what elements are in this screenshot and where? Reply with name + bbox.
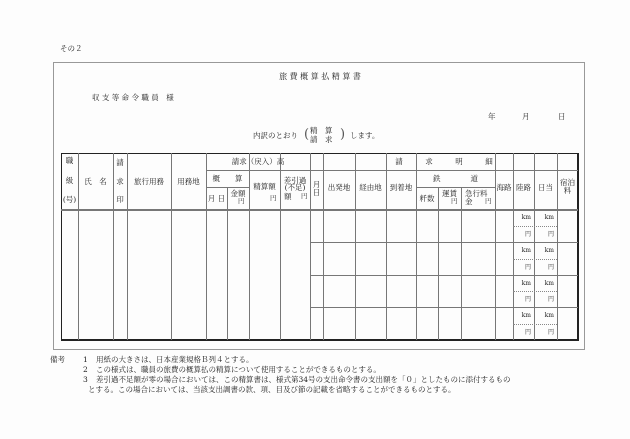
note-number: 2 [83, 365, 88, 374]
header-detail: 請 求 明 細 [395, 157, 493, 166]
dotted-divider [513, 259, 557, 260]
header-difference: 差引過 [283, 176, 307, 185]
km-unit: km [544, 312, 554, 319]
note-number: 3 [83, 375, 88, 384]
statement-option-claim[interactable]: 請 求 [310, 135, 333, 144]
header-railway: 鉄 道 [433, 174, 478, 183]
header-via: 経由地 [359, 183, 382, 192]
header-seal: 印 [116, 195, 124, 204]
header-lodging: 宿泊 [560, 178, 575, 187]
header-fare: 運賃 [442, 189, 457, 198]
km-unit: km [521, 280, 531, 287]
date-month: 月 [522, 112, 530, 121]
header-departure: 出発地 [327, 183, 351, 192]
yen-unit: 円 [547, 263, 554, 271]
yen-unit: 円 [547, 328, 554, 336]
yen-unit: 円 [301, 192, 308, 200]
header-grade: 級 [65, 176, 74, 185]
dotted-divider [513, 226, 557, 227]
header-claim-amount: 請求（戻入）高 [231, 157, 285, 166]
header-bottom-line [61, 209, 578, 211]
header-estimate-date: 月 日 [207, 194, 226, 203]
column-divider [386, 153, 387, 340]
km-unit: km [521, 247, 531, 254]
km-unit: km [544, 280, 554, 287]
yen-unit: 円 [547, 296, 554, 303]
column-divider [495, 153, 496, 340]
header-difference: 額 [284, 192, 292, 201]
addressee: 収 支 等 命 令 職 員 様 [92, 93, 174, 102]
date-day: 日 [558, 112, 566, 121]
header-estimate: 概 算 [212, 174, 243, 183]
km-unit: km [544, 214, 554, 221]
header-arrival: 到着地 [389, 183, 413, 192]
header-difference: (不足) [284, 183, 306, 192]
yen-unit: 円 [524, 296, 531, 303]
column-divider [355, 153, 356, 340]
km-unit: km [521, 312, 531, 319]
header-grade: (号) [62, 195, 77, 204]
header-detail-date: 月 [312, 180, 321, 189]
note-text-continuation: とする。この場合においては、当該支出調書の款、項、目及び節の記載を省略することができるものとする。 [88, 385, 456, 394]
statement-suffix: します。 [350, 131, 380, 140]
dotted-divider [513, 291, 557, 292]
note-text: 用紙の大きさは、日本産業規格Ｂ列４とする。 [96, 355, 254, 364]
note-text: この様式は、職員の旅費の概算払の精算について使用することができるものとする。 [96, 365, 381, 374]
statement-option-settle[interactable]: 精 算 [310, 126, 333, 135]
yen-unit: 円 [485, 197, 492, 205]
detail-row-line [310, 275, 578, 276]
note-number: 1 [83, 355, 88, 364]
yen-unit: 円 [270, 194, 277, 202]
note-text: 差引過不足額が零の場合においては、この精算書は、様式第34号の支出命令書の支出額を「０」としたものに添付するもの [96, 375, 511, 384]
form-title: 旅 費 概 算 払 精 算 書 [279, 72, 361, 81]
statement-prefix: 内訳のとおり [253, 131, 298, 140]
header-purpose: 旅行用務 [134, 177, 164, 186]
yen-unit: 円 [524, 328, 531, 336]
header-seal: 請 [116, 158, 124, 167]
header-express: 急行料 [465, 189, 488, 198]
bracket-left: ( [304, 127, 310, 142]
header-daily: 日当 [538, 183, 553, 192]
header-lodging: 料 [563, 186, 572, 195]
km-unit: km [544, 247, 554, 254]
yen-unit: 円 [524, 263, 531, 271]
yen-unit: 円 [451, 197, 458, 205]
detail-row-line [310, 307, 578, 308]
header-name: 氏 名 [84, 177, 107, 186]
yen-unit: 円 [524, 230, 531, 238]
yen-unit: 円 [238, 197, 245, 205]
header-land: 陸路 [516, 183, 531, 192]
notes-label: 備考 [50, 355, 65, 364]
header-settled-amount: 精算額 [253, 182, 276, 191]
header-distance: 粁数 [419, 194, 435, 203]
header-estimate-amount: 金額 [230, 189, 246, 198]
dotted-divider [513, 324, 557, 325]
header-row-line [206, 187, 249, 188]
header-destination: 用務地 [177, 177, 200, 186]
header-sea: 海路 [496, 183, 512, 192]
header-seal: 求 [116, 177, 124, 186]
date-year: 年 [488, 112, 496, 121]
header-row-line [416, 187, 495, 188]
yen-unit: 円 [547, 230, 554, 238]
header-grade: 職 [65, 156, 74, 165]
header-row-line [206, 170, 310, 171]
form-number: その２ [60, 44, 83, 53]
detail-row-line [310, 242, 578, 243]
column-divider [323, 153, 324, 340]
bracket-right: ) [340, 127, 346, 142]
header-row-line [310, 170, 578, 171]
header-express: 金 [465, 197, 473, 206]
header-detail-date: 日 [312, 188, 321, 197]
km-unit: km [521, 214, 531, 221]
